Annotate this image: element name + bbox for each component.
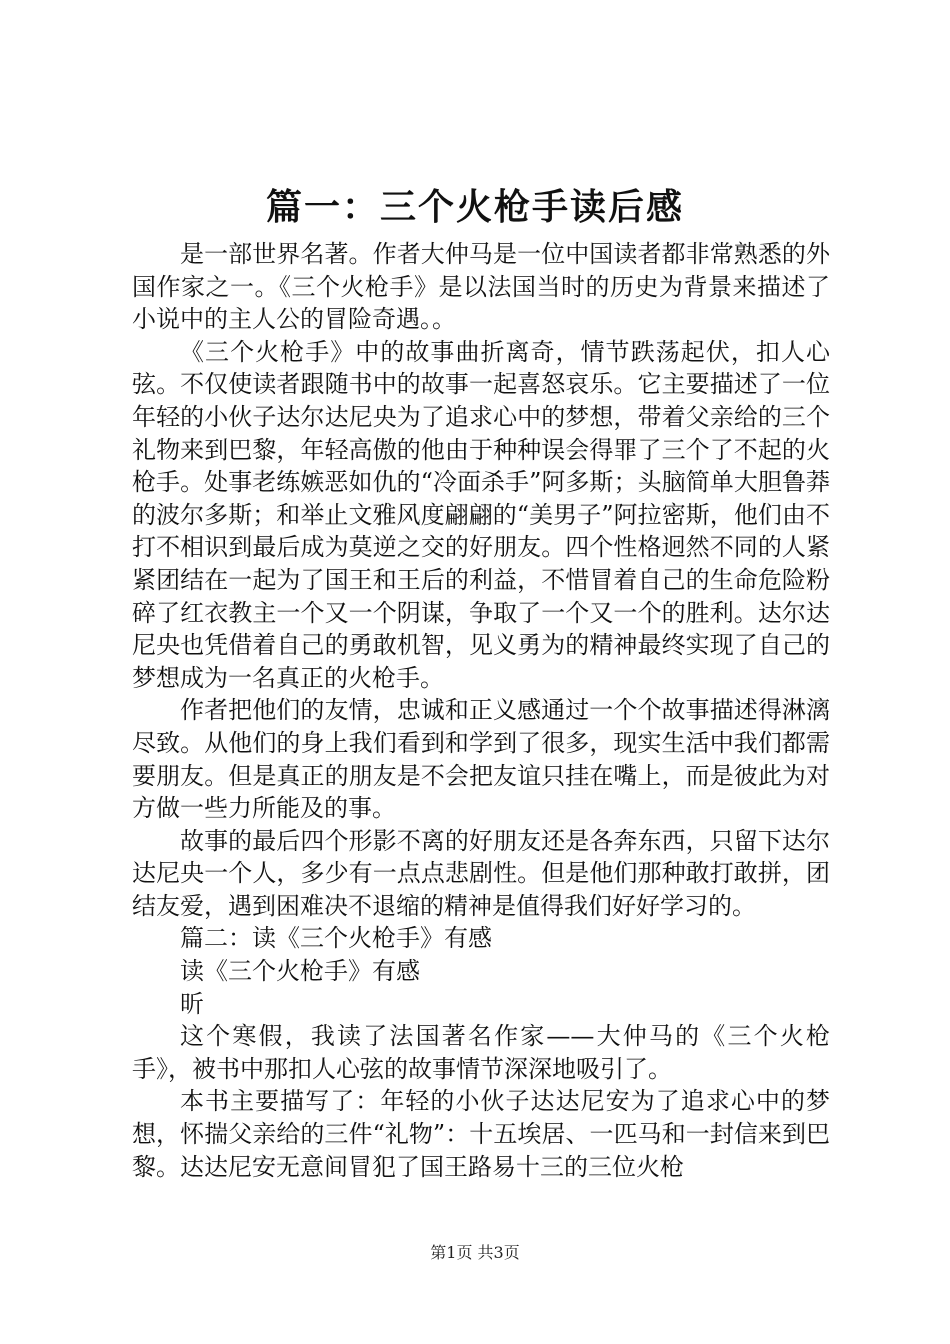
paragraph-4: 故事的最后四个形影不离的好朋友还是各奔东西，只留下达尔达尼央一个人，多少有一点点悲剧性。但是他们那种敢打敢拼，团结友爱，遇到困难决不退缩的精神是值得我们好好学习的。: [132, 826, 830, 920]
author-name: 昕: [180, 989, 204, 1018]
paragraph-5: 这个寒假，我读了法国著名作家——大仲马的《三个火枪手》，被书中那扣人心弦的故事情节深深地吸引了。: [132, 1022, 830, 1083]
paragraph-2: 《三个火枪手》中的故事曲折离奇，情节跌荡起伏，扣人心弦。不仅使读者跟随书中的故事一起喜怒哀乐。它主要描述了一位年轻的小伙子达尔达尼央为了追求心中的梦想，带着父亲给的三个礼物来到巴黎，年轻高傲的他由于种种误会得罪了三个了不起的火枪手。处事老练嫉恶如仇的“冷面杀手”阿多斯；头脑简单大胆鲁莽的波尔多斯；和举止文雅风度翩翩的“美男子”阿拉密斯，他们由不打不相识到最后成为莫逆之交的好朋友。四个性格迥然不同的人紧紧团结在一起为了国王和王后的利益，不惜冒着自己的生命危险粉碎了红衣教主一个又一个阴谋，争取了一个又一个的胜利。达尔达尼央也凭借着自己的勇敢机智，见义勇为的精神最终实现了自己的梦想成为一名真正的火枪手。: [132, 337, 830, 692]
document-title: 篇一：三个火枪手读后感: [265, 187, 684, 228]
document-body: [132, 238, 830, 1183]
paragraph-3: 作者把他们的友情，忠诚和正义感通过一个个故事描述得淋漓尽致。从他们的身上我们看到和学到了很多，现实生活中我们都需要朋友。但是真正的朋友是不会把友谊只挂在嘴上，而是彼此为对方做一些力所能及的事。: [132, 696, 830, 823]
paragraph-1: 是一部世界名著。作者大仲马是一位中国读者都非常熟悉的外国作家之一。《三个火枪手》是以法国当时的历史为背景来描述了小说中的主人公的冒险奇遇。。: [132, 240, 830, 334]
section2-heading: 篇二：读《三个火枪手》有感: [180, 924, 492, 953]
page-footer: 第1页 共3页: [430, 1243, 520, 1262]
section2-subtitle: 读《三个火枪手》有感: [180, 957, 420, 986]
paragraph-6: 本书主要描写了：年轻的小伙子达达尼安为了追求心中的梦想，怀揣父亲给的三件“礼物”：十五埃居、一匹马和一封信来到巴黎。达达尼安无意间冒犯了国王路易十三的三位火枪: [132, 1087, 830, 1181]
